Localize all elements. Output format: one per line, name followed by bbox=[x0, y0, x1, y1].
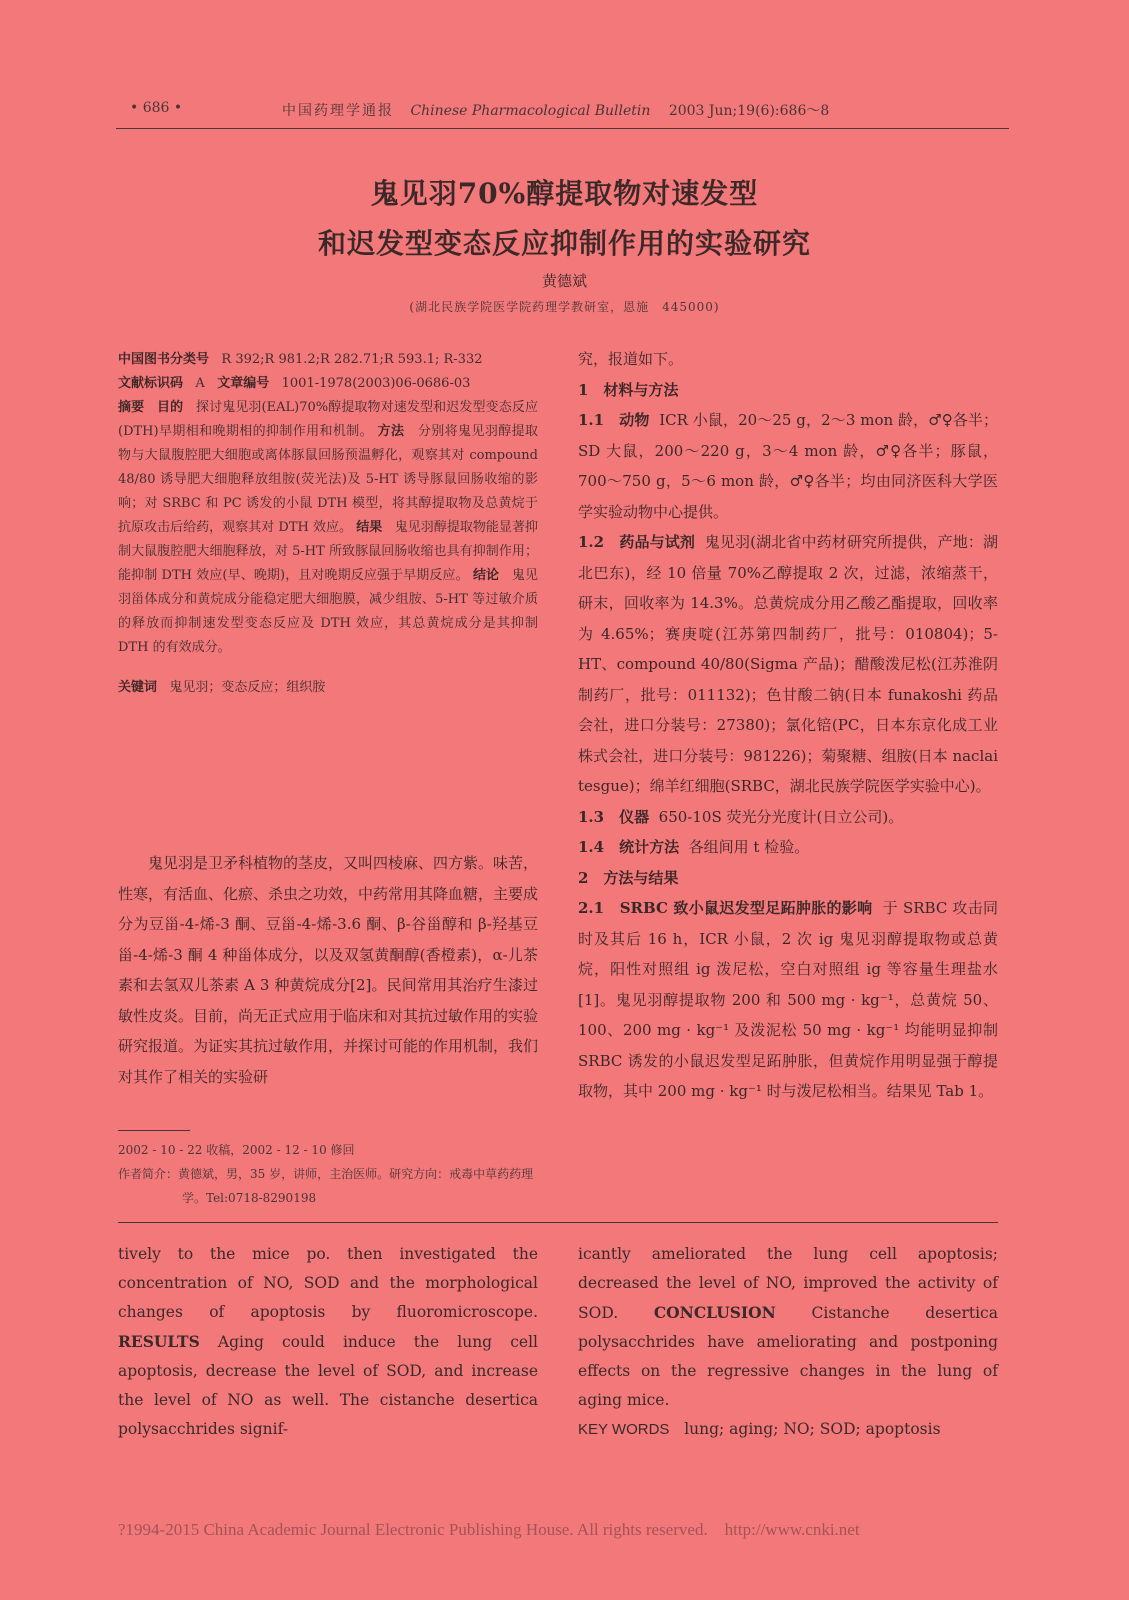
section-1-3 bbox=[578, 802, 998, 833]
results-label: RESULTS bbox=[118, 1332, 200, 1351]
left-column bbox=[118, 348, 538, 700]
method-text: 分别将鬼见羽醇提取物与大鼠腹腔肥大细胞或离体豚鼠回肠预温孵化，观察其对 compound 48/80 诱导肥大细胞释放组胺(荧光法)及 5-HT 诱导豚鼠回肠收缩的影响；对 SRBC 和 PC 诱发的小鼠 DTH 模型，将其醇提取物及总黄烷于抗原攻击后给药，观察其对 DTH 效应。 bbox=[118, 424, 538, 535]
footnote-author-text: 黄德斌，男，35 岁，讲师，主治医师。研究方向：戒毒中草药药理学。Tel:0718-8290198 bbox=[178, 1167, 534, 1205]
copyright-notice: ?1994-2015 China Academic Journal Electronic Publishing House. All rights reserved. http://www.cnki.net bbox=[118, 1520, 860, 1539]
english-left-text: tively to the mice po. then investigated the concentration of NO, SOD and the morphological changes of apoptosis by fluoromicroscope. bbox=[118, 1245, 538, 1321]
keywords-label-en: KEY WORDS bbox=[578, 1421, 670, 1438]
english-right-column bbox=[578, 1240, 998, 1444]
section-1-4 bbox=[578, 832, 998, 863]
section-1-3-label: 1.3 仪器 bbox=[578, 807, 650, 826]
aim-text: 探讨鬼见羽(EAL)70%醇提取物对速发型和迟发型变态反应(DTH)早期相和晚期相的抑制作用和机制。 bbox=[118, 400, 538, 439]
right-column bbox=[578, 344, 998, 1107]
keywords-en bbox=[578, 1415, 998, 1444]
conclusion-text: 鬼见羽甾体成分和黄烷成分能稳定肥大细胞膜，减少组胺、5-HT 等过敏介质的释放而抑制速发型变态反应及 DTH 效应，其总黄烷成分是其抑制 DTH 的有效成分。 bbox=[118, 568, 538, 655]
keywords bbox=[118, 676, 538, 700]
article-no-value: 1001-1978(2003)06-0686-03 bbox=[281, 376, 471, 391]
section-1-heading: 1 材料与方法 bbox=[578, 380, 679, 399]
classification bbox=[118, 348, 538, 372]
conclusion-label: 结论 bbox=[472, 568, 500, 583]
english-left-column bbox=[118, 1240, 538, 1444]
section-2-heading: 2 方法与结果 bbox=[578, 868, 679, 887]
clc-label: 中国图书分类号 bbox=[118, 352, 210, 367]
journal-name-en: Chinese Pharmacological Bulletin bbox=[410, 103, 651, 119]
section-1-2 bbox=[578, 527, 998, 802]
affiliation: (湖北民族学院医学院药理学教研室，恩施 445000) bbox=[409, 300, 720, 314]
footnote-rule bbox=[118, 1130, 190, 1131]
clc-value: R 392;R 981.2;R 282.71;R 593.1; R-332 bbox=[221, 352, 483, 367]
section-1-3-text: 650-10S 荧光分光度计(日立公司)。 bbox=[658, 807, 904, 826]
english-right-text: icantly ameliorated the lung cell apoptosis; decreased the level of NO, improved the activity of SOD. bbox=[578, 1245, 998, 1322]
article-no-label: 文章编号 bbox=[217, 376, 270, 391]
intro-paragraph: 鬼见羽是卫矛科植物的茎皮，又叫四棱麻、四方紫。味苦，性寒，有活血、化瘀、杀虫之功效，中药常用其降血糖，主要成分为豆甾-4-烯-3 酮、豆甾-4-烯-3.6 酮、β-谷甾醇和 β-羟基豆甾-4-烯-3 酮 4 种甾体成分，以及双氢黄酮醇(香橙素)，α-儿茶素和去氢双儿茶素 A 3 种黄烷成分[2]。民间常用其治疗生漆过敏性皮炎。目前，尚无正式应用于临床和对其抗过敏作用的实验研究报道。为证实其抗过敏作用，并探讨可能的作用机制，我们对其作了相关的实验研 bbox=[118, 854, 539, 1086]
intro-end: 究，报道如下。 bbox=[578, 350, 684, 368]
section-1-1 bbox=[578, 405, 998, 527]
section-1-2-text: 鬼见羽(湖北省中药材研究所提供，产地：湖北巴东)，经 10 倍量 70%乙醇提取 2 次，过滤，浓缩蒸干，研末，回收率为 14.3%。总黄烷成分用乙酸乙酯提取，回收率为 4.65%；赛庚啶(江苏第四制药厂，批号：010804)；5-HT、compound 40/80(Sigma 产品)；醋酸泼尼松(江苏淮阴制药厂，批号：011132)；色甘酸二钠(日本 funakoshi 药品会社，进口分装号：27380)；氯化锫(PC，日本东京化成工业株式会社，进口分装号：981226)；菊聚糖、组胺(日本 naclai tesgue)；绵羊红细胞(SRBC，湖北民族学院医学实验中心)。 bbox=[578, 533, 998, 795]
section-1-2-label: 1.2 药品与试剂 bbox=[578, 533, 695, 551]
title-line-1: 鬼见羽70%醇提取物对速发型 bbox=[370, 177, 759, 210]
results-text: Aging could induce the lung cell apoptosis, decrease the level of SOD, and increase the level of NO as well. The cistanche desertica polysacchrides signif- bbox=[118, 1333, 538, 1438]
footnote-author bbox=[118, 1162, 538, 1210]
journal-name-cn: 中国药理学通报 bbox=[282, 103, 394, 119]
method-label: 方法 bbox=[377, 424, 405, 439]
section-1-4-text: 各组间用 t 检验。 bbox=[688, 838, 810, 856]
section-1-4-label: 1.4 统计方法 bbox=[578, 838, 680, 856]
doc-code-value: A bbox=[195, 376, 205, 391]
title-line-2: 和迟发型变态反应抑制作用的实验研究 bbox=[317, 227, 811, 260]
header-rule bbox=[116, 128, 1009, 129]
result-text: 鬼见羽醇提取物能显著抑制大鼠腹腔肥大细胞释放，对 5-HT 所致豚鼠回肠收缩也具有抑制作用；能抑制 DTH 效应(早、晚期)，且对晚期反应强于早期反应。 bbox=[118, 520, 538, 583]
footnote-date: 2002 - 10 - 22 收稿，2002 - 12 - 10 修回 bbox=[118, 1143, 355, 1157]
keywords-text-en: lung; aging; NO; SOD; apoptosis bbox=[684, 1420, 941, 1438]
doc-code-label: 文献标识码 bbox=[118, 376, 184, 391]
section-1-1-text: ICR 小鼠，20～25 g，2～3 mon 龄，♂♀各半；SD 大鼠，200～220 g，3～4 mon 龄，♂♀各半；豚鼠，700～750 g，5～6 mon 龄，♂♀各半；均由同济医科大学医学实验动物中心提供。 bbox=[578, 411, 998, 521]
footnote bbox=[118, 1138, 538, 1210]
conclusion-text-en: Cistanche desertica polysacchrides have ameliorating and postponing effects on the regressive changes in the lung of aging mice. bbox=[578, 1304, 998, 1409]
author: 黄德斌 bbox=[541, 272, 587, 290]
page-number: • 686 • bbox=[130, 100, 183, 116]
abstract-label: 摘要 bbox=[118, 400, 145, 415]
journal-header bbox=[282, 100, 829, 120]
abstract bbox=[118, 396, 538, 660]
section-separator bbox=[118, 1222, 998, 1223]
footnote-author-label: 作者简介： bbox=[118, 1167, 179, 1181]
section-2-1-label: 2.1 SRBC 致小鼠迟发型足跖肿胀的影响 bbox=[578, 899, 873, 917]
issue-info: 2003 Jun;19(6):686～8 bbox=[668, 103, 830, 119]
section-1-1-label: 1.1 动物 bbox=[578, 411, 650, 429]
aim-label: 目的 bbox=[156, 400, 184, 415]
section-2-1 bbox=[578, 893, 998, 1107]
section-2-1-text: 于 SRBC 攻击同时及其后 16 h，ICR 小鼠，2 次 ig 鬼见羽醇提取物或总黄烷，阳性对照组 ig 泼尼松，空白对照组 ig 等容量生理盐水[1]。鬼见羽醇提取物 200 和 500 mg · kg⁻¹，总黄烷 50、100、200 mg · kg⁻¹ 及泼泥松 50 mg · kg⁻¹ 均能明显抑制 SRBC 诱发的小鼠迟发型足跖肿胀，但黄烷作用明显强于醇提取物，其中 200 mg · kg⁻¹ 时与泼尼松相当。结果见 Tab 1。 bbox=[578, 899, 998, 1100]
keywords-label: 关键词 bbox=[118, 680, 158, 695]
conclusion-label-en: CONCLUSION bbox=[653, 1303, 776, 1322]
result-label: 结果 bbox=[356, 520, 383, 535]
doc-codes bbox=[118, 372, 538, 396]
keywords-text: 鬼见羽；变态反应；组织胺 bbox=[169, 680, 326, 695]
